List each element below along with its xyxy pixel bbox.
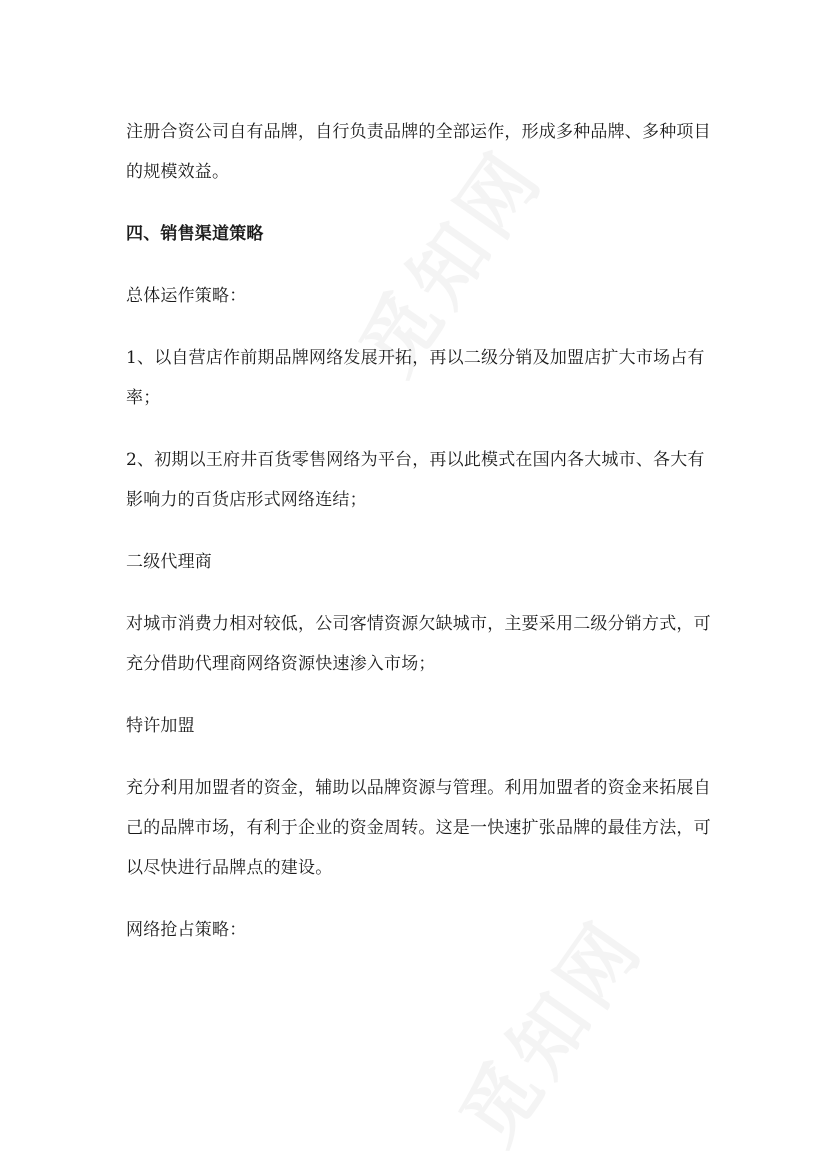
paragraph-item-1: 1、以自营店作前期品牌网络发展开拓，再以二级分销及加盟店扩大市场占有率； bbox=[126, 348, 705, 408]
paragraph-franchise-detail: 充分利用加盟者的资金，辅助以品牌资源与管理。利用加盟者的资金来拓展自己的品牌市场，有利于企业的资金周转。这是一快速扩张品牌的最佳方法，可以尽快进行品牌点的建设。 bbox=[126, 778, 711, 878]
paragraph-brand-registration: 注册合资公司自有品牌，自行负责品牌的全部运作，形成多种品牌、多种项目的规模效益。 bbox=[126, 122, 711, 182]
document-body bbox=[126, 112, 716, 950]
paragraph-item-2: 2、初期以王府井百货零售网络为平台，再以此模式在国内各大城市、各大有影响力的百货店形式网络连结； bbox=[126, 450, 705, 510]
paragraph-secondary-agent-detail: 对城市消费力相对较低，公司客情资源欠缺城市，主要采用二级分销方式，可充分借助代理商网络资源快速渗入市场； bbox=[126, 614, 711, 674]
paragraph-network-strategy-label: 网络抢占策略： bbox=[126, 920, 247, 940]
paragraph-overall-strategy-label: 总体运作策略： bbox=[126, 286, 247, 306]
paragraph-secondary-agent-label: 二级代理商 bbox=[126, 552, 212, 572]
section-heading-sales-channel: 四、销售渠道策略 bbox=[126, 224, 264, 244]
paragraph-franchise-label: 特许加盟 bbox=[126, 716, 195, 736]
